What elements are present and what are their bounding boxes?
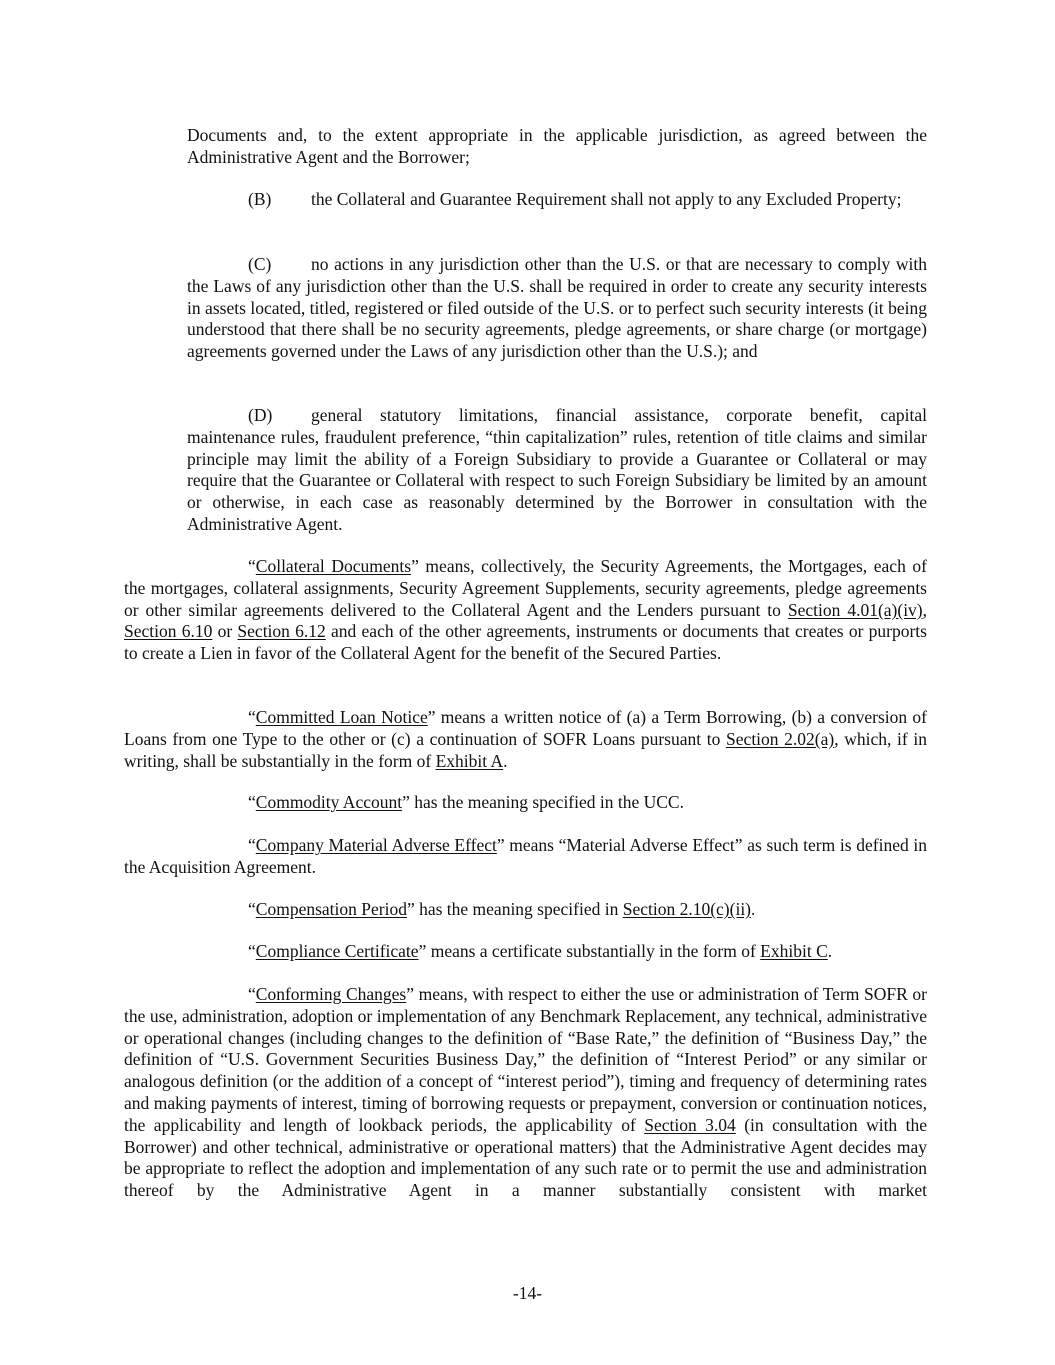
section-link[interactable]: Section 6.12 bbox=[237, 621, 326, 642]
clause-label: (B) bbox=[248, 189, 272, 209]
definition-collateral-documents: “Collateral Documents” means, collectively, the Security Agreements, the Mortgages, each of the mortgages, collateral assignments, Security Agreement Supplements, security agreements, pledge agreements or other similar agreements delivered to the Collateral Agent and the Lenders pursuant to Section 4.01(a)(iv), Section 6.10 or Section 6.12 and each of the other agreements, instruments or documents that creates or purports to create a Lien in favor of the Collateral Agent for the benefit of the Secured Parties. bbox=[124, 556, 928, 664]
section-link[interactable]: Section 2.10(c)(ii) bbox=[622, 899, 752, 919]
definition-committed-loan-notice: “Committed Loan Notice” means a written notice of (a) a Term Borrowing, (b) a conversion of Loans from one Type to the other or (c) a continuation of SOFR Loans pursuant to Section 2.02(a), which, if in writing, shall be substantially in the form of Exhibit A. bbox=[124, 707, 928, 771]
clause-d bbox=[187, 405, 927, 536]
clause-text: no actions in any jurisdiction other than the U.S. or that are necessary to comply with the Laws of any jurisdiction other than the U.S. shall be required in order to create any security interests in assets located, titled, registered or filed outside of the U.S. or to perfect such security interests (it being understood that there shall be no security agreements, pledge agreements, or share charge (or mortgage) agreements governed under the Laws of any jurisdiction other than the U.S.); and bbox=[187, 254, 927, 362]
definition-compensation-period: “Compensation Period” has the meaning specified in Section 2.10(c)(ii). bbox=[248, 899, 756, 919]
clause-text: general statutory limitations, financial assistance, corporate benefit, capital maintenance rules, fraudulent preference, “thin capitalization” rules, retention of title claims and similar principle may limit the ability of a Foreign Subsidiary to provide a Guarantee or Collateral or may require that the Guarantee or Collateral with respect to such Foreign Subsidiary be limited by an amount or otherwise, in each case as reasonably determined by the Borrower in consultation with the Administrative Agent. bbox=[187, 405, 927, 534]
defined-term: Conforming Changes bbox=[255, 984, 407, 1004]
definition-company-mae: “Company Material Adverse Effect” means “Material Adverse Effect” as such term is defined in the Acquisition Agreement. bbox=[124, 835, 927, 877]
page-number: -14- bbox=[512, 1283, 543, 1303]
clause-text: the Collateral and Guarantee Requirement shall not apply to any Excluded Property; bbox=[311, 189, 902, 209]
section-link[interactable]: Section 3.04 bbox=[644, 1114, 736, 1135]
clause-c bbox=[187, 254, 927, 363]
defined-term: Commodity Account bbox=[255, 792, 403, 812]
defined-term: Committed Loan Notice bbox=[255, 707, 428, 727]
clause-b bbox=[187, 189, 927, 211]
clause-label: (C) bbox=[248, 254, 272, 274]
section-link[interactable]: Section 6.10 bbox=[124, 621, 213, 642]
paragraph-continuation bbox=[187, 125, 927, 169]
defined-term: Collateral Documents bbox=[255, 556, 412, 576]
defined-term: Company Material Adverse Effect bbox=[255, 835, 497, 855]
defined-term: Compliance Certificate bbox=[255, 941, 419, 961]
section-link[interactable]: Section 2.02(a) bbox=[726, 728, 835, 749]
exhibit-link[interactable]: Exhibit A bbox=[435, 750, 504, 771]
definition-compliance-certificate: “Compliance Certificate” means a certificate substantially in the form of Exhibit C. bbox=[248, 941, 833, 961]
defined-term: Compensation Period bbox=[255, 899, 407, 919]
definition-conforming-changes: “Conforming Changes” means, with respect to either the use or administration of Term SOFR or the use, administration, adoption or implementation of any Benchmark Replacement, any technical, administrative or operational changes (including changes to the definition of “Base Rate,” the definition of “Business Day,” the definition of “U.S. Government Securities Business Day,” the definition of “Interest Period” or any similar or analogous definition (or the addition of a concept of “interest period”), timing and frequency of determining rates and making payments of interest, timing of borrowing requests or prepayment, conversion or continuation notices, the applicability and length of lookback periods, the applicability of Section 3.04 (in consultation with the Borrower) and other technical, administrative or operational matters) that the Administrative Agent decides may be appropriate to reflect the adoption and implementation of any such rate or to permit the use and administration thereof by the Administrative Agent in a manner substantially consistent with market bbox=[124, 984, 927, 1201]
section-link[interactable]: Section 4.01(a)(iv) bbox=[787, 599, 923, 620]
exhibit-link[interactable]: Exhibit C bbox=[760, 941, 828, 961]
paragraph-text: Documents and, to the extent appropriate in the applicable jurisdiction, as agreed between the Administrative Agent and the Borrower; bbox=[187, 125, 927, 167]
clause-label: (D) bbox=[248, 405, 273, 425]
definition-commodity-account: “Commodity Account” has the meaning specified in the UCC. bbox=[248, 792, 684, 812]
